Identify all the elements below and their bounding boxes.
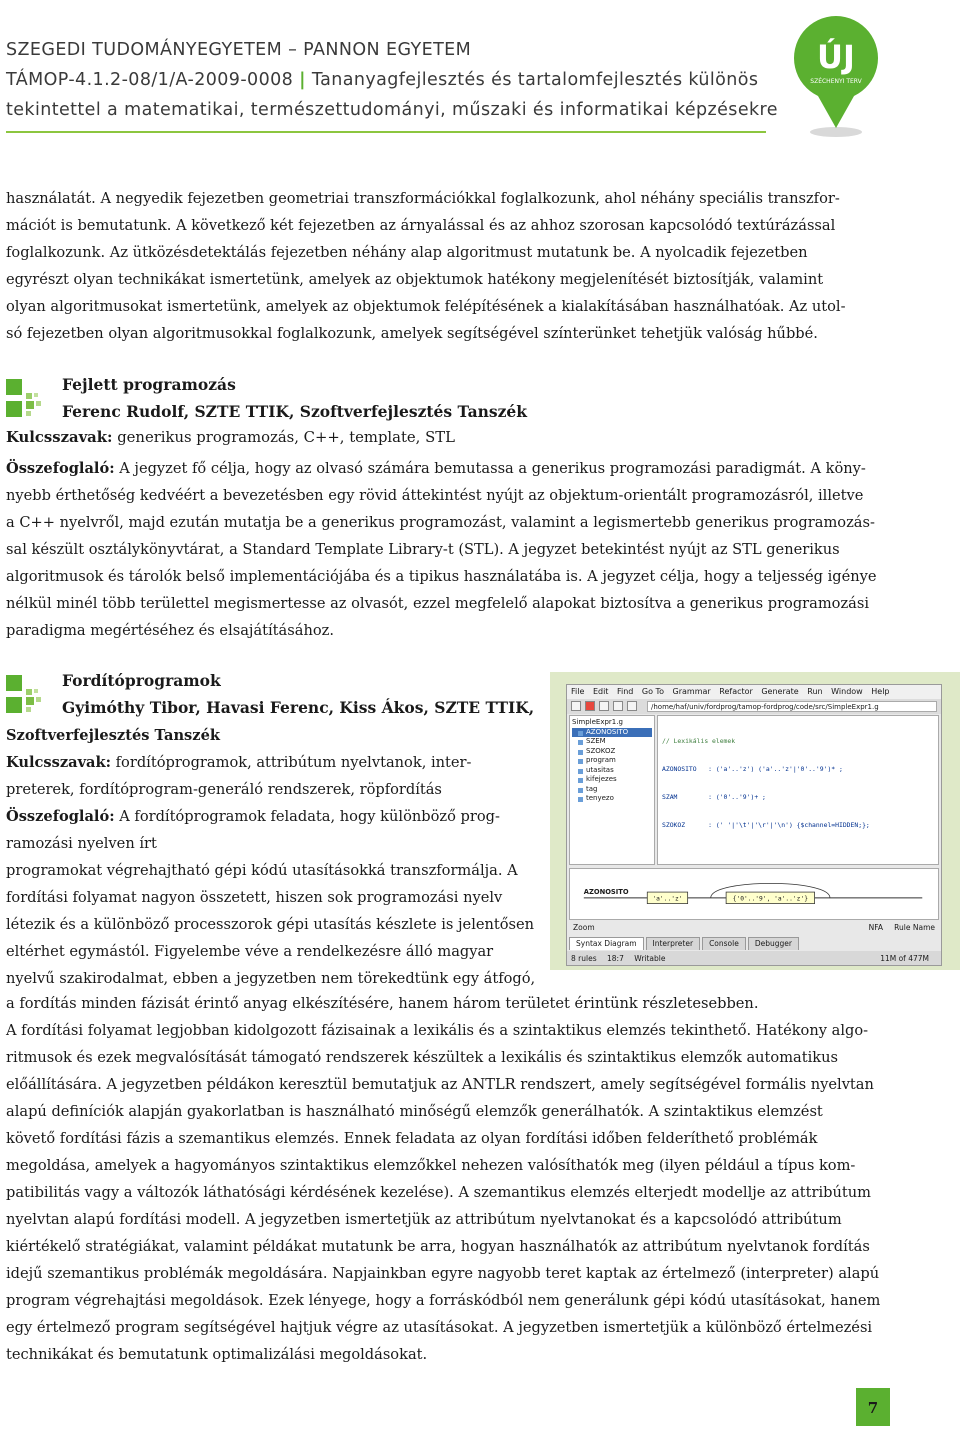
tree-root: SimpleExpr1.g bbox=[572, 718, 623, 726]
tree-item: AZONOSITO bbox=[572, 728, 652, 738]
body-line: A fordítási folyamat legjobban kidolgozott fázisainak a lexikális és a szintaktikus elemzés tekinthető. Hatékony algo- bbox=[6, 1022, 869, 1039]
summary-line bbox=[6, 803, 535, 830]
menu-refactor: Refactor bbox=[719, 687, 753, 696]
menu-bar bbox=[567, 685, 941, 699]
section-authors-cont: Szoftverfejlesztés Tanszék bbox=[6, 727, 220, 744]
tree-item: tag bbox=[572, 785, 652, 795]
tab-console: Console bbox=[702, 937, 746, 950]
intro-line: mációt is bemutatunk. A következő két fejezetben az árnyalással és az ahhoz szorosan kapcsolódó textúrázással bbox=[6, 217, 836, 234]
section-keywords bbox=[6, 429, 455, 446]
body-line: egy értelmező program segítségével hajtjuk végre az utasításokat. A jegyzetben ismertetjük a különböző értelmezési bbox=[6, 1319, 873, 1336]
intro-line: olyan algoritmusokat ismertetünk, amelyek az objektumok felépítésének a kialakításában használhatóak. Az utol- bbox=[6, 298, 846, 315]
tree-item: SZOKOZ bbox=[572, 747, 652, 757]
code-line: // Lexikális elemek bbox=[662, 736, 736, 745]
summary-line: fordítási folyamat nagyon összetett, hiszen sok programozási nyelv bbox=[6, 889, 503, 906]
tree-item: SZEM bbox=[572, 737, 652, 747]
summary-line: eltérhet egymástól. Figyelembe véve a rendelkezésre álló magyar bbox=[6, 943, 494, 960]
status-bar bbox=[567, 951, 941, 966]
menu-run: Run bbox=[807, 687, 823, 696]
zoom-row bbox=[569, 922, 939, 934]
nfa-checkbox-label: NFA bbox=[868, 923, 883, 932]
summary-label: Összefoglaló: bbox=[6, 808, 115, 825]
summary-line: létezik és a különböző processzorok gépi utasítás készlete is jelentősen bbox=[6, 916, 535, 933]
header-project-title-cont: tekintettel a matematikai, természettudományi, műszaki és informatikai képzésekre bbox=[6, 100, 778, 120]
menu-grammar: Grammar bbox=[672, 687, 711, 696]
save-icon bbox=[585, 701, 595, 711]
rule-name-checkbox-label: Rule Name bbox=[894, 923, 935, 932]
intro-line: egyrészt olyan technikákat ismertetünk, amelyek az objektumok hatékony megjelenítését biztosítják, valamint bbox=[6, 271, 824, 288]
summary-line: sal készült osztálykönyvtárat, a Standard Template Library-t (STL). A jegyzet betekintést nyújt az STL generikus bbox=[6, 541, 840, 558]
body-line: program végrehajtási megoldások. Ezek lényege, hogy a forráskódból nem generálunk gépi kódú utasításokat, hanem bbox=[6, 1292, 881, 1309]
back-icon bbox=[571, 701, 581, 711]
code-line: SZAM : ('0'..'9')+ ; bbox=[662, 793, 766, 802]
body-line: követő fordítási fázis a szemantikus elemzés. Ennek feladata az olyan fordítási időben felderíthető problémák bbox=[6, 1130, 818, 1147]
page-number: 7 bbox=[856, 1388, 890, 1426]
tab-debugger: Debugger bbox=[748, 937, 799, 950]
diagram-label: 'a'..'z' bbox=[652, 895, 683, 903]
summary-line: nélkül minél több területtel megismertesse az olvasót, ezzel megfelelő alapokat biztosítva a generikus programozási bbox=[6, 595, 870, 612]
summary-line: a C++ nyelvről, majd ezután mutatja be a generikus programozást, valamint a legismertebb generikus programozás- bbox=[6, 514, 875, 531]
uj-szechenyi-terv-logo bbox=[788, 10, 884, 140]
section-authors: Ferenc Rudolf, SZTE TTIK, Szoftverfejlesztés Tanszék bbox=[62, 402, 528, 421]
summary-label: Összefoglaló: bbox=[6, 460, 115, 477]
header-universities: SZEGEDI TUDOMÁNYEGYETEM – PANNON EGYETEM bbox=[6, 40, 472, 60]
diagram-rule-name: AZONOSITO bbox=[583, 888, 629, 896]
keywords-line: preterek, fordítóprogram-generáló rendszerek, röpfordítás bbox=[6, 781, 442, 798]
section-continuation bbox=[6, 990, 880, 1368]
code-line: SZOKOZ : (' '|'\t'|'\r'|'\n') {$channel=HIDDEN;}; bbox=[662, 821, 870, 830]
keywords-line bbox=[6, 749, 535, 776]
body-line: alapú definíciók alapján gyakorlatban is használható minőségű elemzők generálhatók. A szintaktikus elemzést bbox=[6, 1103, 823, 1120]
menu-generate: Generate bbox=[761, 687, 799, 696]
menu-find: Find bbox=[616, 687, 634, 696]
section-bullet-icon bbox=[6, 379, 44, 417]
bottom-tabs bbox=[569, 937, 939, 949]
summary-text: A fordítóprogramok feladata, hogy különböző prog- bbox=[114, 808, 500, 825]
menu-help: Help bbox=[871, 687, 890, 696]
summary-line: nyebb érthetőség kedvéért a bevezetésben egy rövid áttekintést nyújt az objektum-orientált programozásról, illetve bbox=[6, 487, 864, 504]
tab-interpreter: Interpreter bbox=[646, 937, 701, 950]
syntax-diagram bbox=[569, 868, 939, 920]
page-header bbox=[0, 0, 960, 140]
diagram-label: {'0'..'9', 'a'..'z'} bbox=[732, 895, 808, 903]
body-line: patibilitás vagy a változók láthatósági kérdésének kezelése). A szemantikus elemzés elterjedt modellje az attribútum bbox=[6, 1184, 871, 1201]
file-path: /home/haf/univ/fordprog/tamop-fordprog/code/src/SimpleExpr1.g bbox=[647, 701, 937, 712]
tree-item: kifejezes bbox=[572, 775, 652, 785]
find-icon bbox=[613, 701, 623, 711]
section-title-forditoprogramok: Fordítóprogramok bbox=[62, 671, 221, 690]
status-position: 18:7 bbox=[607, 954, 624, 963]
intro-paragraph bbox=[6, 185, 846, 347]
section-bullet-icon bbox=[6, 675, 44, 713]
summary-line: nyelvű szakirodalmat, ebben a jegyzetben nem törekedtünk egy átfogó, bbox=[6, 970, 536, 987]
menu-goto: Go To bbox=[641, 687, 664, 696]
toolbar bbox=[567, 699, 941, 714]
header-separator: | bbox=[299, 70, 306, 90]
section-authors: Gyimóthy Tibor, Havasi Ferenc, Kiss Ákos, SZTE TTIK, bbox=[62, 698, 535, 717]
svg-text:SZÉCHENYI TERV: SZÉCHENYI TERV bbox=[810, 78, 862, 85]
tree-item: tenyezo bbox=[572, 794, 652, 804]
status-rules: 8 rules bbox=[571, 954, 597, 963]
body-line: technikákat és bemutatunk optimalizálási megoldásokat. bbox=[6, 1346, 428, 1363]
header-project-title: Tananyagfejlesztés és tartalomfejlesztés különös bbox=[311, 70, 759, 90]
body-line: előállítására. A jegyzetben példákon keresztül bemutatjuk az ANTLR rendszert, amely segítségével formális nyelvtan bbox=[6, 1076, 874, 1093]
summary-line: algoritmusok és tárolók belső implementációjába és a tipikus használatába is. A jegyzet célja, hogy a teljesség igénye bbox=[6, 568, 877, 585]
intro-line: használatát. A negyedik fejezetben geometriai transzformációkkal foglalkozunk, ahol néhány speciális transzfor- bbox=[6, 190, 840, 207]
summary-line: ramozási nyelven írt bbox=[6, 835, 157, 852]
menu-file: File bbox=[571, 687, 585, 696]
body-line: a fordítás minden fázisát érintő anyag elkészítésére, hanem három területet érintünk részletesebben. bbox=[6, 995, 759, 1012]
tree-item: utasitas bbox=[572, 766, 652, 776]
zoom-label: Zoom bbox=[573, 923, 595, 932]
body-line: kiértékelő stratégiákat, valamint példákat mutatunk be arra, hogyan használhatók az attribútum nyelvtanok fordítás bbox=[6, 1238, 870, 1255]
body-line: idejű szemantikus problémák megoldására. Napjainkban egyre nagyobb teret kaptak az értelmező (interpreter) alapú bbox=[6, 1265, 880, 1282]
body-line: ritmusok és ezek megvalósítását támogató rendszerek készültek a lexikális és szintaktikus elemzők automatikus bbox=[6, 1049, 838, 1066]
section-title-fejlett-programozas: Fejlett programozás bbox=[62, 375, 236, 394]
section-body bbox=[6, 722, 535, 992]
svg-text:ÚJ: ÚJ bbox=[817, 38, 855, 76]
intro-line: foglalkozunk. Az ütközésdetektálás fejezetben néhány alap algoritmust mutatunk be. A nyolcadik fejezetben bbox=[6, 244, 808, 261]
status-mode: Writable bbox=[634, 954, 666, 963]
antlrworks-screenshot bbox=[566, 684, 942, 966]
grammar-editor bbox=[657, 715, 939, 865]
code-line: AZONOSITO : ('a'..'z') ('a'..'z'|'0'..'9')* ; bbox=[662, 765, 843, 774]
code-line bbox=[662, 850, 934, 859]
summary-line: programokat végrehajtható gépi kódú utasításokká transzformálja. A bbox=[6, 862, 518, 879]
keywords-text: generikus programozás, C++, template, STL bbox=[112, 429, 455, 446]
rule-tree bbox=[569, 715, 655, 865]
keywords-label: Kulcsszavak: bbox=[6, 429, 113, 446]
intro-line: só fejezetben olyan algoritmusokkal foglalkozunk, amelyek segítségével színterünket tehetjük valóság hűbbé. bbox=[6, 325, 818, 342]
summary-line bbox=[6, 455, 877, 482]
summary-line: paradigma megértéséhez és elsajátításához. bbox=[6, 622, 334, 639]
status-memory: 11M of 477M bbox=[880, 954, 929, 963]
tab-syntax-diagram: Syntax Diagram bbox=[569, 937, 644, 950]
menu-window: Window bbox=[831, 687, 863, 696]
summary-text: A jegyzet fő célja, hogy az olvasó számára bemutassa a generikus programozási paradigmát. A köny- bbox=[114, 460, 866, 477]
keywords-text: fordítóprogramok, attribútum nyelvtanok, inter- bbox=[111, 754, 472, 771]
run-icon bbox=[627, 701, 637, 711]
header-divider bbox=[6, 131, 766, 133]
menu-edit: Edit bbox=[592, 687, 609, 696]
body-line: nyelvtan alapú fordítási modell. A jegyzetben ismertetjük az attribútum nyelvtanokat és a kapcsolódó attribútum bbox=[6, 1211, 842, 1228]
tree-item: program bbox=[572, 756, 652, 766]
forward-icon bbox=[599, 701, 609, 711]
keywords-label: Kulcsszavak: bbox=[6, 754, 112, 771]
body-line: megoldása, amelyek a hagyományos szintaktikus elemzőkkel nehezen valósíthatók meg (ilyen például a típus kom- bbox=[6, 1157, 856, 1174]
section-summary bbox=[6, 455, 877, 644]
header-project-code: TÁMOP-4.1.2-08/1/A-2009-0008 bbox=[6, 70, 294, 90]
header-project-line bbox=[6, 70, 758, 90]
